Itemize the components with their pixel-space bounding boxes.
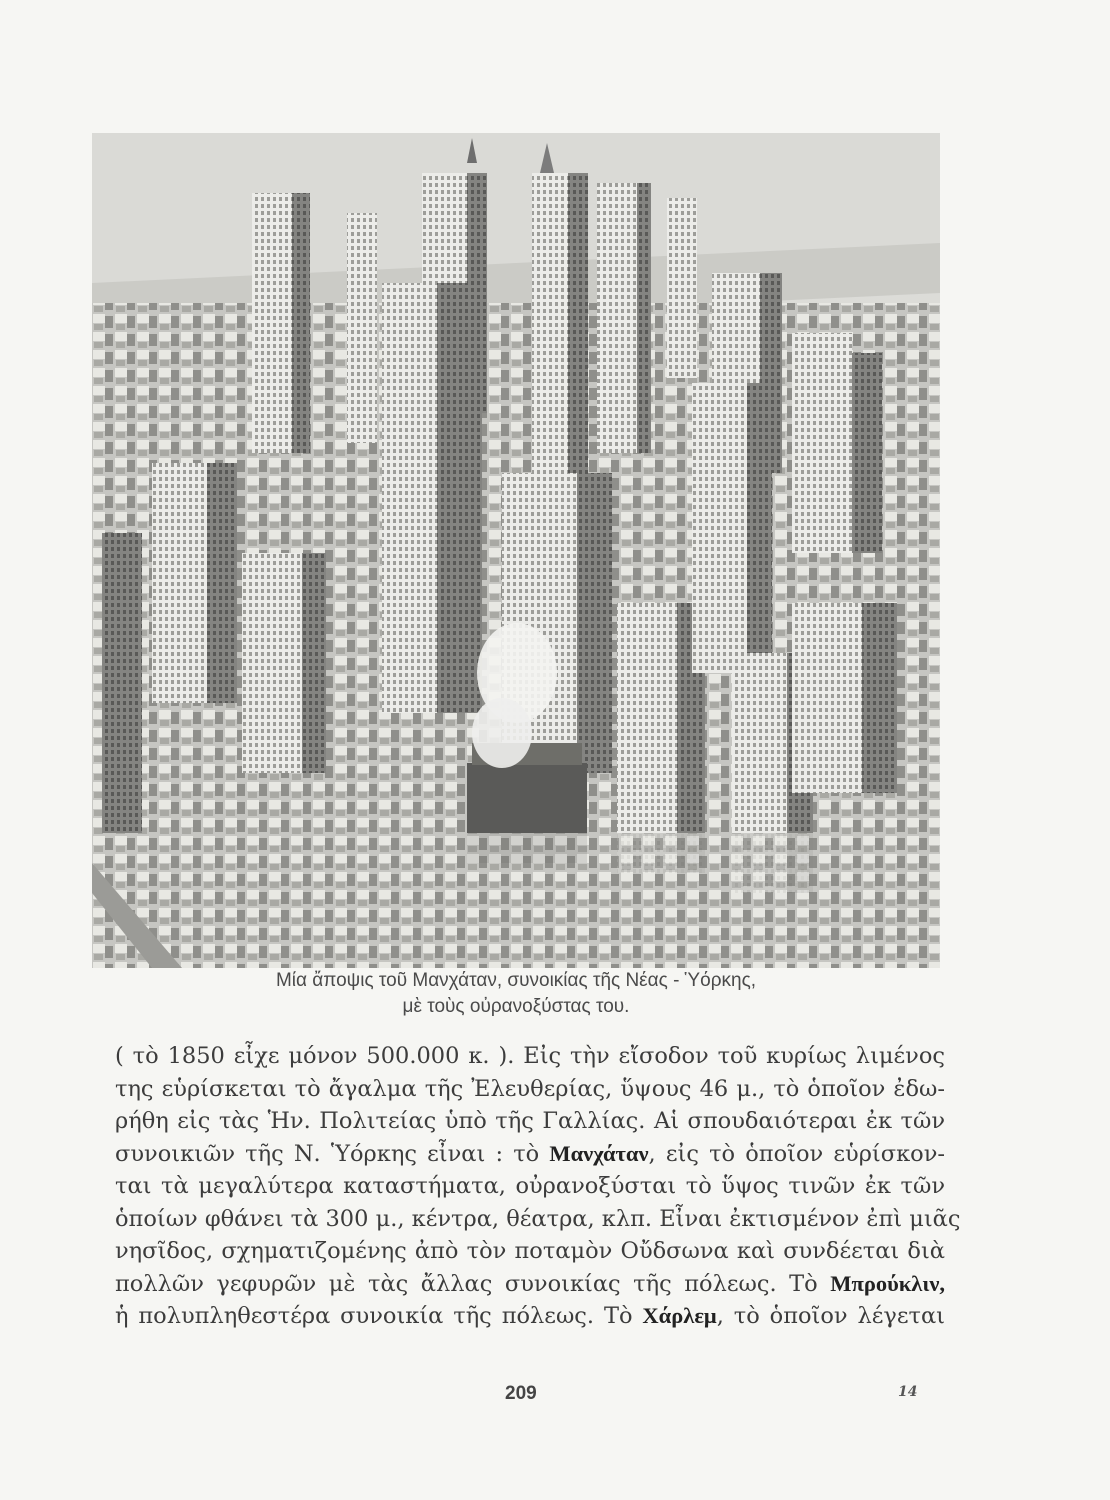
caption-line-2: μὲ τοὺς οὐρανοξύστας του. (402, 996, 630, 1017)
caption-line-1: Μία ἄποψις τοῦ Μανχάταν, συνοικίας τῆς Νέας - Ὑόρκης, (275, 970, 757, 991)
term-manhattan: Μανχάταν (549, 1140, 649, 1166)
text-line-1: ( τὸ 1850 εἶχε μόνον 500.000 κ. ). Εἰς τὴν εἴσοδον τοῦ κυρίως λιμένος (115, 1043, 945, 1069)
term-harlem: Χάρλεμ (642, 1303, 717, 1328)
text-line-5: ται τὰ μεγαλύτερα καταστήματα, οὐρανοξύσται τὸ ὕψος τινῶν ἐκ τῶν (115, 1173, 945, 1199)
aerial-skyline-photo-icon (92, 133, 940, 968)
text-line-9-a: ἡ πολυπληθεστέρα συνοικία τῆς πόλεως. Τὸ (115, 1303, 643, 1329)
text-line-4-c: , εἰς τὸ ὁποῖον εὑρίσκον- (648, 1140, 945, 1167)
body-paragraph (115, 1040, 961, 1333)
skyline-photo (92, 133, 940, 968)
text-line-8-a: πολλῶν γεφυρῶν μὲ τὰς ἄλλας συνοικίας τῆς πόλεως. Τὸ (115, 1270, 831, 1297)
signature-mark: 14 (898, 1384, 918, 1400)
text-line-7: νησῖδος, σχηματιζομένης ἀπὸ τὸν ποταμὸν Οὔδσωνα καὶ συνδέεται διὰ (115, 1238, 945, 1264)
text-line-4 (115, 1138, 945, 1171)
text-line-6: ὁποίων φθάνει τὰ 300 μ., κέντρα, θέατρα, κλπ. Εἶναι ἐκτισμένον ἐπὶ μιᾶς (115, 1205, 961, 1232)
term-brooklyn: Μπρούκλιν, (830, 1270, 945, 1296)
text-line-2: της εὑρίσκεται τὸ ἄγαλμα τῆς Ἐλευθερίας, ὕψους 46 μ., τὸ ὁποῖον ἐδω- (115, 1075, 945, 1102)
photo-caption (92, 968, 940, 1020)
text-line-8 (115, 1268, 945, 1301)
text-line-9 (115, 1300, 945, 1333)
text-line-9-c: , τὸ ὁποῖον λέγεται (716, 1303, 945, 1329)
page-number: 209 (505, 1383, 537, 1404)
text-line-4-a: συνοικιῶν τῆς Ν. Ὑόρκης εἶναι : τὸ (115, 1140, 550, 1167)
text-line-3: ρήθη εἰς τὰς Ἡν. Πολιτείας ὑπὸ τῆς Γαλλίας. Αἱ σπουδαιότεραι ἐκ τῶν (115, 1108, 945, 1134)
